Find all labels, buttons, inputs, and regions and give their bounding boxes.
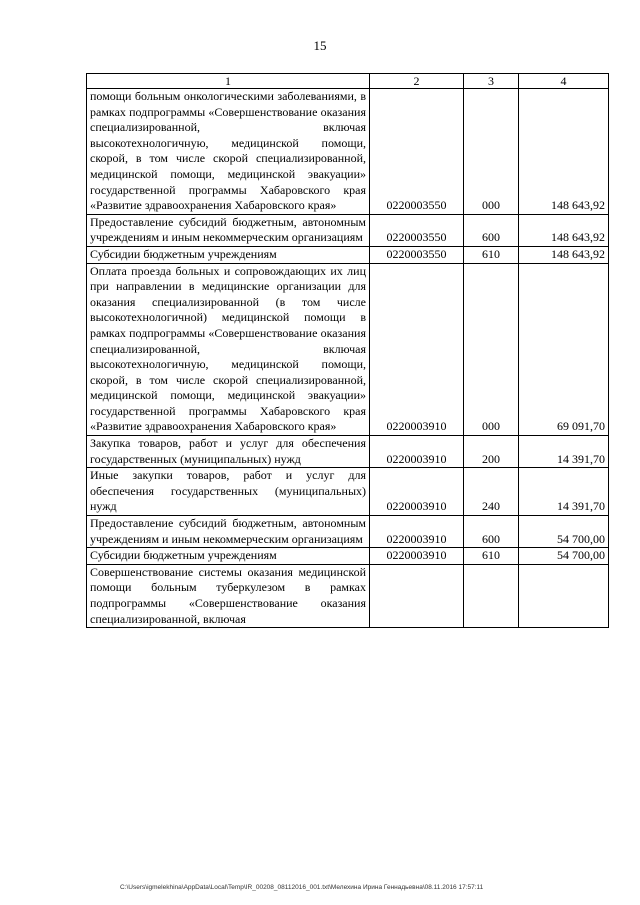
row-amount: 14 391,70 [519, 468, 609, 516]
row-code: 0220003550 [370, 89, 464, 215]
table-row [87, 89, 609, 215]
row-name: Иные закупки товаров, работ и услуг для обеспечения государственных (муниципальных) нужд [87, 468, 370, 516]
table-row [87, 263, 609, 436]
row-amount: 148 643,92 [519, 246, 609, 263]
row-name: Оплата проезда больных и сопровождающих их лиц при направлении в медицинские организации для оказания специализированной (в том числе высокотехнологичной) медицинской помощи в рамках подпрограммы «Совершенствование оказания специализированной, включая высокотехнологичную, медицинской помощи, скорой, в том числе скорой специализированной, медицинской помощи, медицинской эвакуации» государственной программы Хабаровского края «Развитие здравоохранения Хабаровского края» [87, 263, 370, 436]
row-name: Совершенствование системы оказания медицинской помощи больным туберкулезом в рамках подпрограммы «Совершенствование оказания специализированной, включая [87, 564, 370, 627]
row-name: Субсидии бюджетным учреждениям [87, 548, 370, 565]
row-name: помощи больным онкологическими заболеваниями, в рамках подпрограммы «Совершенствование оказания специализированной, включая высокотехнологичную, медицинской помощи, скорой, в том числе скорой специализированной, медицинской помощи, медицинской эвакуации» государственной программы Хабаровского края «Развитие здравоохранения Хабаровского края» [87, 89, 370, 215]
table-row [87, 214, 609, 246]
row-vr: 200 [464, 436, 519, 468]
header-cell: 3 [464, 74, 519, 89]
table-header-row [87, 74, 609, 89]
row-vr: 000 [464, 263, 519, 436]
table-row [87, 436, 609, 468]
row-amount: 54 700,00 [519, 516, 609, 548]
row-name: Субсидии бюджетным учреждениям [87, 246, 370, 263]
row-vr: 000 [464, 89, 519, 215]
table-row [87, 564, 609, 627]
footer-file-path: C:\Users\igmelekhina\AppData\Local\Temp\IR_00208_08112016_001.txt\Мелехина Ирина Геннадьевна\08.11.2016 17:57:11 [120, 884, 484, 891]
row-code: 0220003910 [370, 548, 464, 565]
row-amount: 14 391,70 [519, 436, 609, 468]
page-number: 15 [313, 38, 327, 53]
budget-table [86, 73, 609, 628]
row-code: 0220003550 [370, 246, 464, 263]
row-code: 0220003910 [370, 468, 464, 516]
row-code: 0220003550 [370, 214, 464, 246]
table-row [87, 468, 609, 516]
row-code: 0220003910 [370, 516, 464, 548]
table-row [87, 548, 609, 565]
row-name: Закупка товаров, работ и услуг для обеспечения государственных (муниципальных) нужд [87, 436, 370, 468]
row-amount: 69 091,70 [519, 263, 609, 436]
row-code: 0220003910 [370, 263, 464, 436]
row-name: Предоставление субсидий бюджетным, автономным учреждениям и иным некоммерческим организациям [87, 516, 370, 548]
row-amount: 148 643,92 [519, 89, 609, 215]
row-vr: 610 [464, 548, 519, 565]
header-cell: 4 [519, 74, 609, 89]
row-code [370, 564, 464, 627]
row-name: Предоставление субсидий бюджетным, автономным учреждениям и иным некоммерческим организациям [87, 214, 370, 246]
row-code: 0220003910 [370, 436, 464, 468]
row-vr: 600 [464, 516, 519, 548]
row-amount: 148 643,92 [519, 214, 609, 246]
row-vr [464, 564, 519, 627]
header-cell: 1 [87, 74, 370, 89]
table-row [87, 516, 609, 548]
table-row [87, 246, 609, 263]
row-vr: 240 [464, 468, 519, 516]
row-amount [519, 564, 609, 627]
header-cell: 2 [370, 74, 464, 89]
row-vr: 610 [464, 246, 519, 263]
row-amount: 54 700,00 [519, 548, 609, 565]
row-vr: 600 [464, 214, 519, 246]
